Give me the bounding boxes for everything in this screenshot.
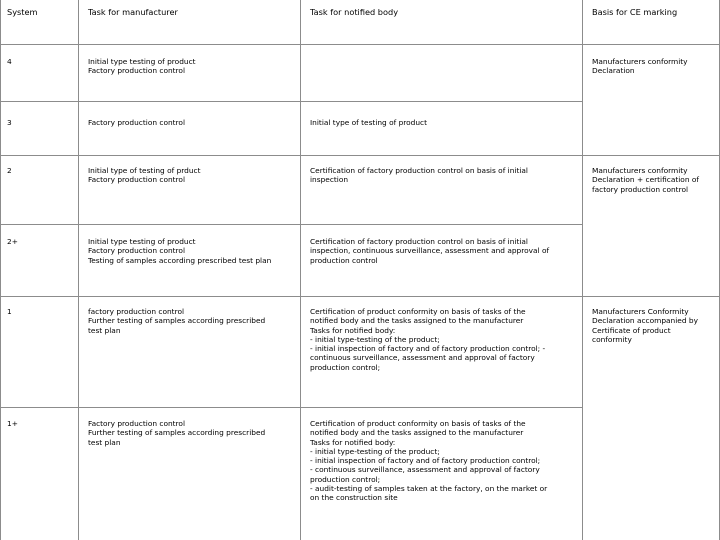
row-system-1-system: 1 [7, 307, 12, 316]
row-system-1-ce-basis: Manufacturers Conformity Declaration accompanied by Certificate of product conformity [592, 307, 698, 344]
column-divider [78, 0, 79, 540]
row-system-3-manufacturer: Factory production control [88, 118, 185, 127]
row-system-1-manufacturer: factory production control Further testing of samples according prescribed test plan [88, 307, 266, 335]
row-system-2-notified-body: Certification of factory production control on basis of initial inspection [310, 166, 528, 185]
header-notified-body-task: Task for notified body [310, 7, 399, 17]
row-divider [0, 224, 582, 225]
row-system-2-manufacturer: Initial type of testing of prduct Factory production control [88, 166, 201, 185]
column-divider [582, 0, 583, 540]
row-system-1plus-notified-body: Certification of product conformity on basis of tasks of the notified body and the tasks assigned to the manufacturer Tasks for notified body: - initial type-testing of the product; - initial inspection of factory and of factory production control; - continuous surveillance, assessment and approval of factory production control; - audit-testing of samples taken at the factory, on the market or on the construction site [310, 419, 548, 503]
header-system: System [7, 7, 38, 17]
row-system-2-system: 2 [7, 166, 12, 175]
row-system-2plus-notified-body: Certification of factory production control on basis of initial inspection, continuous surveillance, assessment and approval of production control [310, 237, 550, 265]
column-divider [0, 0, 1, 540]
row-system-2plus-manufacturer: Initial type testing of product Factory production control Testing of samples according prescribed test plan [88, 237, 272, 265]
column-divider [300, 0, 301, 540]
row-system-2plus-system: 2+ [7, 237, 18, 246]
row-system-2-ce-basis: Manufacturers conformity Declaration + certification of factory production control [592, 166, 699, 194]
row-system-3-system: 3 [7, 118, 12, 127]
header-ce-basis: Basis for CE marking [592, 7, 678, 17]
row-system-4-system: 4 [7, 57, 12, 66]
row-divider [0, 296, 720, 297]
row-system-1plus-manufacturer: Factory production control Further testing of samples according prescribed test plan [88, 419, 266, 447]
row-system-4-ce-basis: Manufacturers conformity Declaration [592, 57, 688, 76]
row-divider [0, 101, 582, 102]
header-manufacturer-task: Task for manufacturer [88, 7, 178, 17]
row-divider [0, 155, 720, 156]
row-system-1plus-system: 1+ [7, 419, 18, 428]
row-divider [0, 407, 582, 408]
row-system-3-notified-body: Initial type of testing of product [310, 118, 428, 127]
row-divider [0, 44, 720, 45]
row-system-4-manufacturer: Initial type testing of product Factory production control [88, 57, 196, 76]
row-system-1-notified-body: Certification of product conformity on basis of tasks of the notified body and the tasks assigned to the manufacturer Tasks for notified body: - initial type-testing of the product; - initial inspection of factory and of factory production control; - continuous surveillance, assessment and approval of factory production control; [310, 307, 546, 372]
